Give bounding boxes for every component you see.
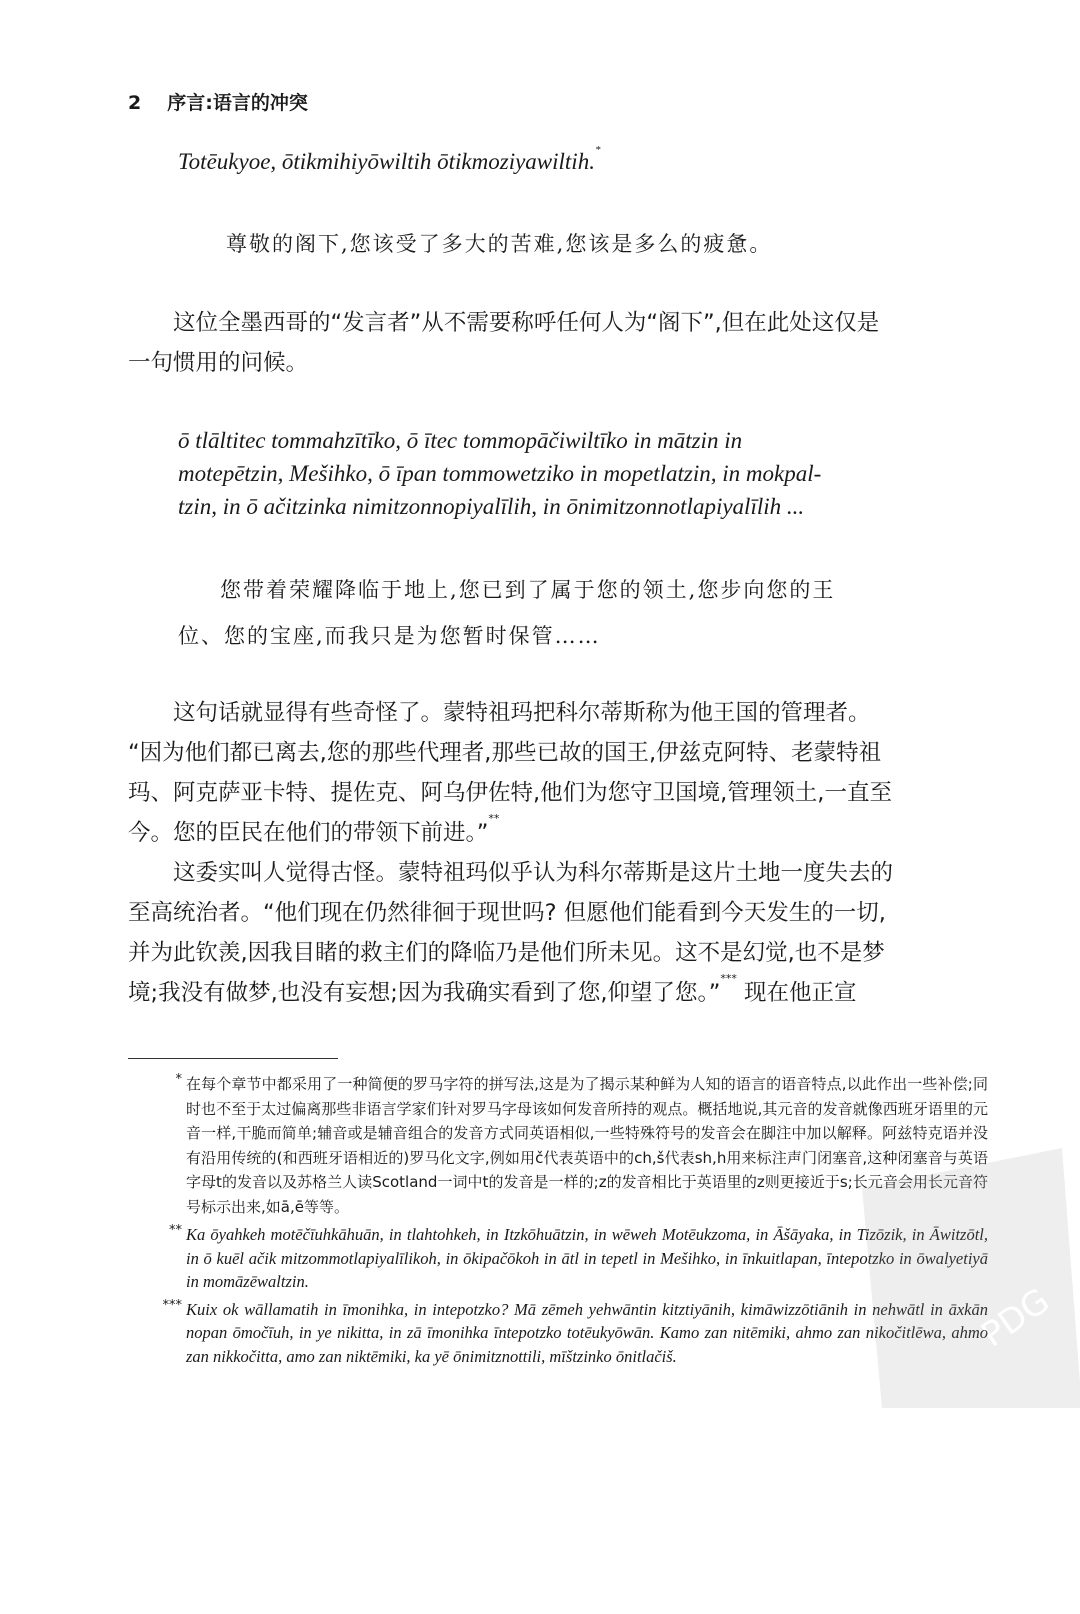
paragraph-3-line-4-tail: 现在他正宣: [736, 980, 857, 1006]
footnote-mark: ***: [162, 1297, 182, 1313]
paragraph-2-line-2: “因为他们都已离去,您的那些代理者,那些已故的国王,伊兹克阿特、老蒙特祖: [128, 740, 882, 766]
quote-2-nahuatl: [178, 424, 988, 523]
greeting-nahuatl-text: Totēukyoe, ōtikmihiyōwiltih ōtikmoziyawiltih.: [178, 149, 595, 174]
watermark-shape: [862, 1148, 1080, 1408]
footnote-ref-3: ***: [720, 972, 737, 985]
quote-2-nahuatl-line: motepētzin, Mešihko, ō īpan tommowetziko in mopetlatzin, in mokpal-: [178, 461, 822, 486]
page-number: 2: [128, 92, 142, 114]
quote-2-nahuatl-line: ō tlāltitec tommahzītīko, ō ītec tommopāčiwiltīko in mātzin in: [178, 428, 743, 453]
paragraph-2-line-4-text: 今。您的臣民在他们的带领下前进。”: [128, 820, 489, 846]
paragraph-3: [128, 853, 986, 1013]
running-header: [128, 88, 308, 115]
quote-2-translation: [178, 567, 988, 659]
paragraph-1: [128, 303, 986, 383]
footnote-ref-1: *: [594, 144, 601, 156]
footnote-text: Kuix ok wāllamatih in īmonihka, in intepotzko? Mā zēmeh yehwāntin kitztiyānih, kimāwizzōtiānih in nehwātl in āxkān nopan ōmočīuh, in ye nikitta, in zā īmonihka īntepotzko totēukyōwān. Kamo zan nitēmiki, ahmo zan nikočitlēwa, ahmo zan nikkočitta, amo zan niktēmiki, ka yē ōnimitznottili, mīštzinko ōnitlačiš.: [186, 1299, 988, 1366]
paragraph-3-line-2: 至高统治者。“他们现在仍然徘徊于现世吗? 但愿他们能看到今天发生的一切,: [128, 900, 886, 926]
watermark-logo: [842, 1148, 1080, 1408]
quote-2-translation-line: 位、您的宝座,而我只是为您暂时保管……: [178, 624, 601, 648]
paragraph-2: [128, 693, 986, 853]
greeting-nahuatl: [178, 145, 988, 178]
paragraph-2-line-1: 这句话就显得有些奇怪了。蒙特祖玛把科尔蒂斯称为他王国的管理者。: [173, 700, 871, 726]
greeting-translation: 尊敬的阁下,您该受了多大的苦难,您该是多么的疲惫。: [226, 232, 773, 256]
paragraph-1-line-2: 一句惯用的问候。: [128, 350, 309, 376]
footnote-mark: *: [175, 1072, 182, 1087]
paragraph-3-line-4-text: 境;我没有做梦,也没有妄想;因为我确实看到了您,仰望了您。”: [128, 980, 721, 1006]
footnote-mark: **: [169, 1223, 182, 1238]
footnote-text: 在每个章节中都采用了一种简便的罗马字符的拼写法,这是为了揭示某种鲜为人知的语言的语音特点,以此作出一些补偿;同时也不至于太过偏离那些非语言学家们针对罗马字母该如何发音所持的观点。概括地说,其元音的发音就像西班牙语里的元音一样,干脆而简单;辅音或是辅音组合的发音方式同英语相似,一些特殊符号的发音会在脚注中加以解释。阿兹特克语并没有沿用传统的(和西班牙语相近的)罗马化文字,例如用č代表英语中的ch,š代表sh,h用来标注声门闭塞音,这种闭塞音与英语字母t的发音以及苏格兰人读Scotland一词中t的发音是一样的;z的发音相比于英语里的z则更接近于s;长元音会用长元音符号标示出来,如ā,ē等等。: [186, 1075, 988, 1216]
running-title: 序言:语言的冲突: [167, 92, 308, 114]
footnote-separator: [128, 1058, 338, 1059]
paragraph-2-line-3: 玛、阿克萨亚卡特、提佐克、阿乌伊佐特,他们为您守卫国境,管理领土,一直至: [128, 780, 892, 806]
footnote-ref-2: **: [488, 812, 500, 825]
watermark-text: PDG: [974, 1280, 1057, 1356]
paragraph-3-line-3: 并为此钦羡,因我目睹的救主们的降临乃是他们所未见。这不是幻觉,也不是梦: [128, 940, 885, 966]
paragraph-2-line-4: [128, 813, 986, 853]
quote-2-nahuatl-line: tzin, in ō ačitzinka nimitzonnopiyalīlih, in ōnimitzonnotlapiyalīlih ...: [178, 494, 805, 519]
quote-2-translation-line: 您带着荣耀降临于地上,您已到了属于您的领土,您步向您的王: [220, 578, 836, 602]
paragraph-3-line-1: 这委实叫人觉得古怪。蒙特祖玛似乎认为科尔蒂斯是这片土地一度失去的: [173, 860, 894, 886]
paragraph-3-line-4: [128, 973, 986, 1013]
footnote-text: Ka ōyahkeh motēčīuhkāhuān, in tlahtohkeh, in Itzkōhuātzin, in wēweh Motēukzoma, in Āšāyaka, in Tizōzik, in Āwitzōtl, in ō kuēl ačik mitzommotlapiyalīlikoh, in ōkipačōkoh in ātl in tepetl in Mešihko, in īnkuitlapan, īntepotzko in ōwalyetiyā in momāzēwaltzin.: [186, 1225, 988, 1291]
paragraph-1-line-1: 这位全墨西哥的“发言者”从不需要称呼任何人为“阁下”,但在此处这仅是: [173, 310, 880, 336]
